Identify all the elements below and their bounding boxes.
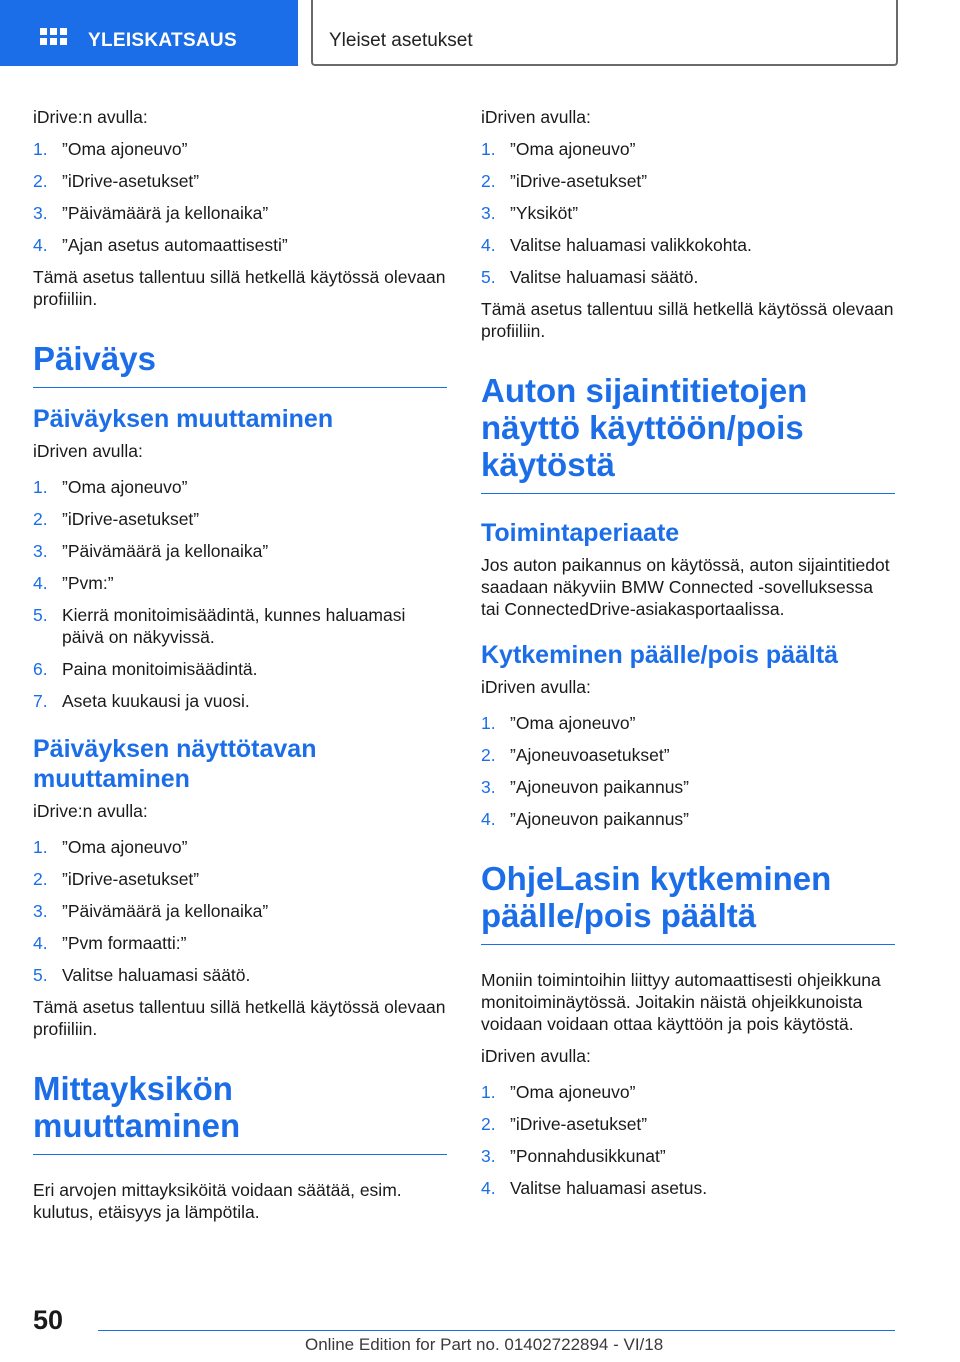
date-format-heading: Päiväyksen näyttötavan muuttaminen bbox=[33, 735, 317, 793]
step-number: 2. bbox=[33, 869, 48, 889]
list-item bbox=[33, 964, 447, 986]
step-text: Valitse haluamasi valikkokohta. bbox=[510, 235, 752, 255]
step-number: 3. bbox=[481, 1146, 496, 1166]
list-item bbox=[33, 476, 447, 498]
help-heading: OhjeLasin kytkeminen päälle/pois päältä bbox=[481, 860, 895, 945]
help-steps bbox=[481, 1081, 895, 1199]
help-text: Moniin toimintoihin liittyy automaattisesti ohjeikkuna monitoiminäytössä. Joitakin näistä ohjeikkunoista voidaan voidaan ottaa käyttöön ja pois käytöstä. bbox=[481, 970, 881, 1034]
subsection-tab-label: Yleiset asetukset bbox=[329, 30, 473, 51]
step-text: ”Oma ajoneuvo” bbox=[510, 139, 636, 159]
step-number: 4. bbox=[33, 235, 48, 255]
step-text: ”iDrive-asetukset” bbox=[62, 171, 200, 191]
date-change-intro: iDriven avulla: bbox=[33, 441, 143, 461]
step-text: ”Oma ajoneuvo” bbox=[62, 837, 188, 857]
date-format-steps bbox=[33, 836, 447, 986]
list-item bbox=[481, 234, 895, 256]
step-number: 1. bbox=[481, 713, 496, 733]
units-heading: Mittayksikön muuttaminen bbox=[33, 1070, 447, 1155]
switch-heading: Kytkeminen päälle/pois päältä bbox=[481, 641, 839, 669]
step-number: 2. bbox=[481, 1114, 496, 1134]
units-intro: iDriven avulla: bbox=[481, 107, 591, 127]
step-number: 3. bbox=[481, 203, 496, 223]
list-item bbox=[33, 868, 447, 890]
date-heading: Päiväys bbox=[33, 340, 447, 388]
footer-divider bbox=[98, 1330, 895, 1331]
units-note: Tämä asetus tallentuu sillä hetkellä käytössä olevaan profiiliin. bbox=[481, 299, 894, 341]
section-tab[interactable] bbox=[0, 0, 298, 66]
list-item bbox=[481, 266, 895, 288]
date-change-steps bbox=[33, 476, 447, 712]
list-item bbox=[33, 836, 447, 858]
help-intro: iDriven avulla: bbox=[481, 1046, 591, 1066]
step-number: 3. bbox=[33, 203, 48, 223]
step-text: Kierrä monitoimisäädintä, kunnes haluamasi päivä on näkyvissä. bbox=[62, 605, 406, 647]
step-number: 3. bbox=[481, 777, 496, 797]
list-item bbox=[33, 932, 447, 954]
step-number: 4. bbox=[481, 235, 496, 255]
list-item bbox=[481, 138, 895, 160]
step-number: 4. bbox=[481, 1178, 496, 1198]
units-text: Eri arvojen mittayksiköitä voidaan säätää, esim. kulutus, etäisyys ja lämpötila. bbox=[33, 1180, 402, 1222]
intro-note: Tämä asetus tallentuu sillä hetkellä käytössä olevaan profiiliin. bbox=[33, 267, 446, 309]
step-number: 1. bbox=[33, 837, 48, 857]
list-item bbox=[481, 808, 895, 830]
step-number: 6. bbox=[33, 659, 48, 679]
page-number: 50 bbox=[33, 1305, 64, 1335]
step-number: 2. bbox=[33, 509, 48, 529]
right-column bbox=[481, 106, 895, 1209]
subsection-tab[interactable] bbox=[311, 0, 898, 66]
list-item bbox=[481, 170, 895, 192]
step-number: 2. bbox=[33, 171, 48, 191]
list-item bbox=[481, 1081, 895, 1103]
footer-edition: Online Edition for Part no. 01402722894 - VI/18 bbox=[305, 1335, 664, 1354]
step-text: ”Pvm formaatti:” bbox=[62, 933, 187, 953]
step-number: 5. bbox=[481, 267, 496, 287]
list-item bbox=[33, 170, 447, 192]
step-text: ”Oma ajoneuvo” bbox=[510, 1082, 636, 1102]
list-item bbox=[33, 540, 447, 562]
switch-intro: iDriven avulla: bbox=[481, 677, 591, 697]
step-text: ”Päivämäärä ja kellonaika” bbox=[62, 901, 269, 921]
step-text: ”iDrive-asetukset” bbox=[510, 171, 648, 191]
list-item bbox=[481, 202, 895, 224]
step-text: ”Ajoneuvoasetukset” bbox=[510, 745, 670, 765]
date-change-heading: Päiväyksen muuttaminen bbox=[33, 405, 334, 433]
step-number: 3. bbox=[33, 901, 48, 921]
step-text: ”iDrive-asetukset” bbox=[62, 509, 200, 529]
list-item bbox=[33, 202, 447, 224]
list-item bbox=[33, 690, 447, 712]
step-number: 7. bbox=[33, 691, 48, 711]
step-text: ”Oma ajoneuvo” bbox=[62, 139, 188, 159]
step-number: 1. bbox=[33, 139, 48, 159]
list-item bbox=[481, 1145, 895, 1167]
list-item bbox=[33, 234, 447, 256]
step-text: Paina monitoimisäädintä. bbox=[62, 659, 258, 679]
units-steps bbox=[481, 138, 895, 288]
step-text: ”Pvm:” bbox=[62, 573, 114, 593]
step-number: 4. bbox=[481, 809, 496, 829]
list-item bbox=[481, 744, 895, 766]
list-item bbox=[33, 658, 447, 680]
step-number: 1. bbox=[33, 477, 48, 497]
step-number: 4. bbox=[33, 933, 48, 953]
list-item bbox=[33, 572, 447, 594]
list-item bbox=[33, 508, 447, 530]
section-tab-label: YLEISKATSAUS bbox=[88, 30, 237, 51]
step-text: ”Päivämäärä ja kellonaika” bbox=[62, 203, 269, 223]
location-heading: Auton sijaintitietojen näyttö käyttöön/pois käytöstä bbox=[481, 372, 895, 494]
step-text: ”Ponnahdusikkunat” bbox=[510, 1146, 666, 1166]
step-text: ”Oma ajoneuvo” bbox=[510, 713, 636, 733]
step-text: ”iDrive-asetukset” bbox=[62, 869, 200, 889]
intro-steps bbox=[33, 138, 447, 256]
step-number: 5. bbox=[33, 605, 48, 625]
principle-text: Jos auton paikannus on käytössä, auton sijaintitiedot saadaan näkyviin BMW Connected -sovelluksessa tai ConnectedDrive-asiakasportaalissa. bbox=[481, 555, 890, 619]
list-item bbox=[481, 1177, 895, 1199]
grid-icon bbox=[40, 28, 68, 52]
date-format-note: Tämä asetus tallentuu sillä hetkellä käytössä olevaan profiiliin. bbox=[33, 997, 446, 1039]
step-text: ”Ajan asetus automaattisesti” bbox=[62, 235, 288, 255]
step-text: ”Päivämäärä ja kellonaika” bbox=[62, 541, 269, 561]
step-text: Aseta kuukausi ja vuosi. bbox=[62, 691, 250, 711]
step-text: Valitse haluamasi säätö. bbox=[62, 965, 251, 985]
step-text: Valitse haluamasi säätö. bbox=[510, 267, 699, 287]
step-number: 2. bbox=[481, 745, 496, 765]
step-number: 3. bbox=[33, 541, 48, 561]
list-item bbox=[481, 776, 895, 798]
date-format-intro: iDrive:n avulla: bbox=[33, 801, 148, 821]
step-text: ”Ajoneuvon paikannus” bbox=[510, 777, 690, 797]
list-item bbox=[33, 900, 447, 922]
list-item bbox=[481, 712, 895, 734]
intro-text: iDrive:n avulla: bbox=[33, 107, 148, 127]
list-item bbox=[33, 138, 447, 160]
step-text: ”Oma ajoneuvo” bbox=[62, 477, 188, 497]
step-number: 5. bbox=[33, 965, 48, 985]
step-number: 2. bbox=[481, 171, 496, 191]
step-number: 4. bbox=[33, 573, 48, 593]
step-number: 1. bbox=[481, 1082, 496, 1102]
step-text: ”Ajoneuvon paikannus” bbox=[510, 809, 690, 829]
page-header bbox=[0, 0, 960, 66]
list-item bbox=[481, 1113, 895, 1135]
step-number: 1. bbox=[481, 139, 496, 159]
list-item bbox=[33, 604, 447, 648]
step-text: Valitse haluamasi asetus. bbox=[510, 1178, 708, 1198]
step-text: ”Yksiköt” bbox=[510, 203, 579, 223]
switch-steps bbox=[481, 712, 895, 830]
step-text: ”iDrive-asetukset” bbox=[510, 1114, 648, 1134]
principle-heading: Toimintaperiaate bbox=[481, 519, 680, 547]
left-column bbox=[33, 106, 447, 1233]
